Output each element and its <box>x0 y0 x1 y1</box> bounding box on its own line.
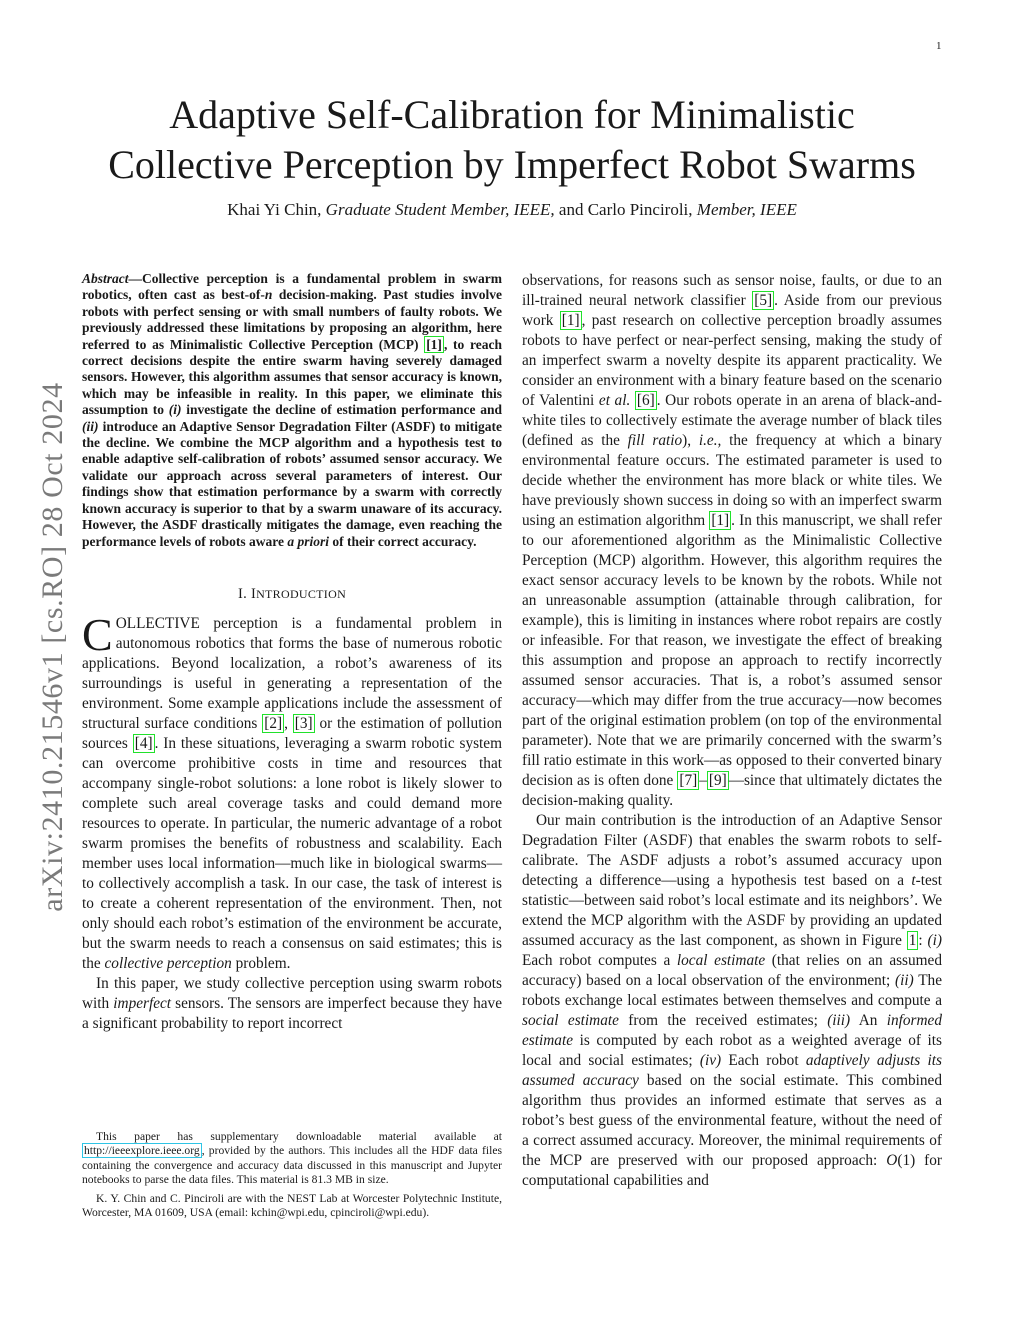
abstract: Abstract—Collective perception is a fundamental problem in swarm robotics, often cast as best-of-n decision-making. Past studies involve robots with perfect sensing or with small numbers of faulty robots. We previously addressed these limitations by proposing an algorithm, here referred to as Minimalistic Collective Perception (MCP) [1] , to reach correct decisions despite the entire swarm having severely damaged sensors. However, this algorithm assumes that sensor accuracy is known, which may be infeasible in reality. In this paper, we eliminate this assumption to (i) investigate the decline of estimation performance and (ii) introduce an Adaptive Sensor Degradation Filter (ASDF) to mitigate the decline. We combine the MCP algorithm and a hypothesis test to enable adaptive self-calibration of robots’ assumed sensor accuracy. We validate our approach across several parameters of interest. Our findings show that estimation performance by a swarm with correctly known accuracy is superior to that by a swarm unaware of its accuracy. However, the ASDF drastically mitigates the damage, even reaching the performance levels of robots aware a priori of their correct accuracy. <box>82 271 502 549</box>
citation-link[interactable]: [2] <box>264 714 283 732</box>
figure-link[interactable]: 1 <box>908 932 917 949</box>
footnotes <box>82 1130 502 1220</box>
author-1-role: Graduate Student Member, IEEE, <box>325 200 555 219</box>
citation-link[interactable]: [4] <box>134 734 153 752</box>
author-2-role: Member, IEEE <box>696 200 797 219</box>
right-column <box>522 271 942 1191</box>
citation-link[interactable]: [1] <box>426 336 442 352</box>
section-heading-introduction: I. INTRODUCTION <box>237 585 347 602</box>
left-column <box>82 271 502 1034</box>
citation-link[interactable]: [9] <box>708 772 727 789</box>
page-number: 1 <box>936 40 942 52</box>
citation-link[interactable]: [5] <box>754 292 773 309</box>
footnote-affiliation: K. Y. Chin and C. Pinciroli are with the NEST Lab at Worcester Polytechnic Institute, Worcester, MA 01609, USA (email: kchin@wpi.edu, cpinciroli@wpi.edu). <box>82 1191 502 1220</box>
author-line <box>0 200 1024 220</box>
citation-link[interactable]: [1] <box>561 312 580 329</box>
author-1-name: Khai Yi Chin, <box>227 200 322 219</box>
title-line-2: Collective Perception by Imperfect Robot Swarms <box>108 142 916 187</box>
footnote-supplementary: This paper has supplementary downloadable material available at http://ieeexplore.ieee.org , provided by the authors. This includes all the HDF data files containing the convergence and accuracy data discussed in this manuscript and Jupyter notebooks to parse the data files. This material is 81.3 MB in size. <box>82 1130 502 1187</box>
ieee-url-link[interactable]: http://ieeexplore.ieee.org <box>84 1144 200 1158</box>
intro-paragraph-1: COLLECTIVE perception is a fundamental problem in autonomous robotics that forms the base of numerous robotic applications. Beyond localization, a robot’s awareness of its surroundings is useful in generating a representation of the environment. Some example applications include the assessment of structural surface conditions [2] , [3] or the estimation of pollution sources [4] . In these situations, leveraging a swarm robotic system can overcome prohibitive costs in time and resources that accompany single-robot solutions: a lone robot is likely slower to complete such areal coverage tasks and could demand more resources to operate. In particular, the numeric advantage of a robot swarm promises the benefits of robustness and scalability. Each member uses local information—much like in biological swarms—to collectively accomplish a task. In our case, the task of interest is to create a coherent representation of the environment. Then, not only should each robot’s estimation of the environment be accurate, but the swarm needs to reach a consensus on said estimates; this is the collective perception problem. <box>82 608 502 972</box>
arxiv-sidebar <box>28 350 78 945</box>
citation-link[interactable]: [6] <box>636 392 655 409</box>
arxiv-identifier: arXiv:2410.21546v1 [cs.RO] 28 Oct 2024 <box>36 382 69 912</box>
drop-cap: C <box>82 608 113 660</box>
paper-title <box>0 90 1024 190</box>
citation-link[interactable]: [7] <box>679 772 698 789</box>
abstract-label: Abstract <box>82 271 129 286</box>
title-line-1: Adaptive Self-Calibration for Minimalistic <box>169 92 855 137</box>
author-conjunction: and <box>558 200 584 219</box>
intro-paragraph-2: In this paper, we study collective perception using swarm robots with imperfect sensors. The sensors are imperfect because they have a significant probability to report incorrect <box>82 974 502 1032</box>
citation-link[interactable]: [1] <box>711 512 730 529</box>
right-paragraph-2: Our main contribution is the introduction of an Adaptive Sensor Degradation Filter (ASDF) that enables the swarm robots to self-calibrate. The ASDF adjusts a robot’s assumed accuracy upon detecting a difference—using a hypothesis test based on a t-test statistic—between said robot’s local estimate and its neighbors’. We extend the MCP algorithm with the ASDF by providing an updated assumed accuracy as the last component, as shown in Figure 1 : (i) Each robot computes a local estimate (that relies on an assumed accuracy) based on a local observation of the environment; (ii) The robots exchange local estimates between themselves and compute a social estimate from the received estimates; (iii) An informed estimate is computed by each robot as a weighted average of its local and social estimates; (iv) Each robot adaptively adjusts its assumed accuracy based on the social estimate. This combined algorithm thus provides an informed estimate that serves as a robot’s best guess of the environmental feature, without the need of a correct assumed accuracy. Moreover, the minimal requirements of the MCP are preserved with our proposed approach: O(1) for computational capabilities and <box>522 812 943 1189</box>
citation-link[interactable]: [3] <box>294 714 313 732</box>
author-2-name: Carlo Pinciroli, <box>587 200 693 219</box>
right-paragraph-1: observations, for reasons such as sensor noise, faults, or due to an ill-trained neural network classifier [5] . Aside from our previous work [1] , past research on collective perception broadly assumes robots to have perfect or near-perfect sensing, making the study of an imperfect swarm a novelty despite its apparent practicality. We consider an environment with a binary feature based on the scenario of Valentini et al. [6] . Our robots operate in an arena of black-and-white tiles to collectively estimate the average number of black tiles (defined as the fill ratio), i.e., the frequency at which a binary environmental feature occurs. The estimated parameter is used to decide whether the environment has more black or white tiles. We have previously shown success in doing so with an imperfect swarm using an estimation algorithm [1] . In this manuscript, we shall refer to our aforementioned algorithm as the Minimalistic Collective Perception (MCP) algorithm. However, this algorithm requires the exact sensor accuracy levels to be known by the robots. While not an unreasonable assumption (attainable through calibration, for example), this is limiting in instances where robot repairs are costly or infeasible. For that reason, we investigate the effect of breaking this assumption and propose an approach to rectify incorrectly assumed sensor accuracies. That is, a robot’s assumed sensor accuracy—which may differ from the true accuracy—now becomes part of the original estimation problem (on top of the environmental parameter). Note that we are primarily concerned with the swarm’s fill ratio estimate in this work—as opposed to their converted binary decision as is often done [7] – [9] —since that ultimately dictates the decision-making quality. <box>522 272 943 809</box>
